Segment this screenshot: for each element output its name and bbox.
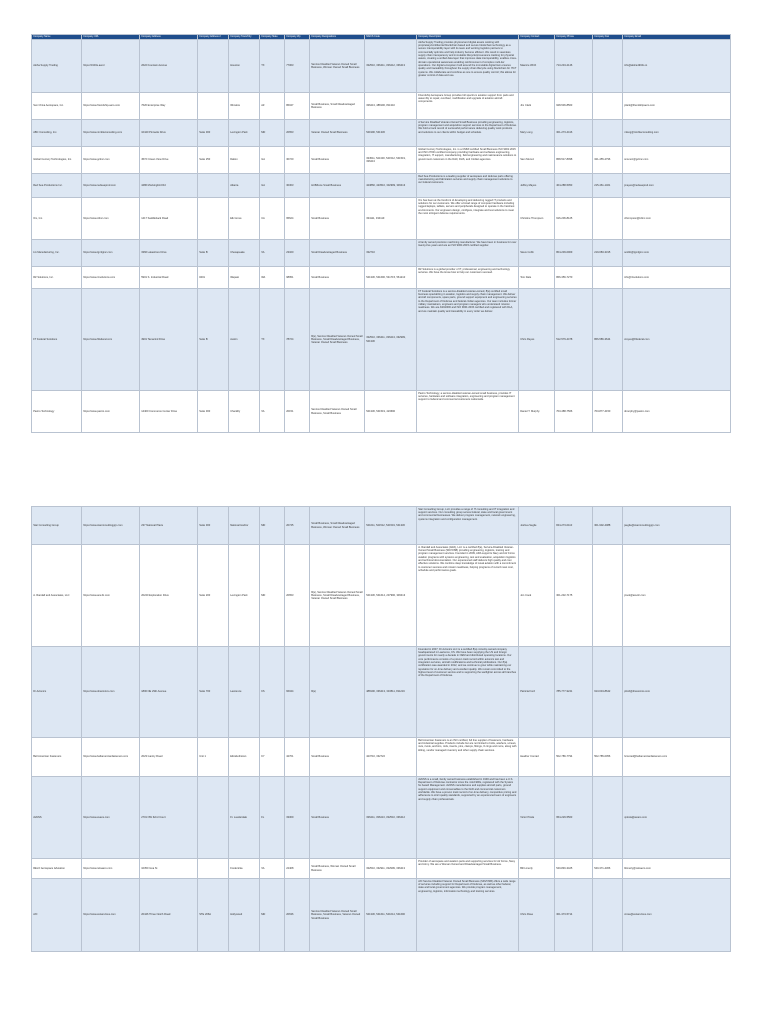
fax-cell: 502-785-0056	[593, 738, 623, 777]
phone-cell: 703-488-7566	[555, 391, 593, 433]
contact-cell: Mary Long	[519, 120, 555, 147]
phone-cell: 866-356-7270	[555, 267, 593, 289]
city-cell: Houston	[229, 40, 260, 93]
company-url-link[interactable]: https://www.redseaprod.com	[82, 174, 140, 198]
city-cell: Lawrence	[229, 647, 260, 738]
naics-cell: 423860, 423510, 332999, 336413	[365, 174, 417, 198]
address-2-cell	[198, 93, 229, 120]
fax-cell	[593, 40, 623, 93]
naics-cell: 541990, 541330	[365, 120, 417, 147]
zip-cell: 20636	[285, 879, 310, 952]
phone-cell: 512-579-4478	[555, 289, 593, 391]
address-cell: 7620 Enterprise Way	[140, 93, 198, 120]
company-name-cell: Sun Chiva Aerospace, Inc.	[32, 93, 82, 120]
city-cell: Dalton	[229, 147, 260, 174]
table-row	[32, 391, 731, 433]
fax-cell: 321-455-2796	[593, 147, 623, 174]
address-2-cell	[198, 777, 229, 859]
city-cell: Wapato	[229, 267, 260, 289]
state-cell: MD	[260, 879, 285, 952]
naics-cell: 541330, 541614, 237990, 336413	[365, 545, 417, 647]
zip-cell: 77063	[285, 40, 310, 93]
phone-cell: 785-777-9241	[555, 647, 593, 738]
state-cell: GA	[260, 147, 285, 174]
column-header[interactable]: Company Town/City	[229, 35, 260, 40]
address-2-cell: STE 206A	[198, 879, 229, 952]
address-cell: 10350 Iona St	[140, 859, 198, 879]
address-2-cell: Suite 250	[198, 147, 229, 174]
description-cell: Bell American Fasteners is an ISO certified, full line supplier of fasteners, hardware and industrial supplies. Products include but are not limited to bolts, washers, screws, nuts, rivets, anchors, rods, inserts, pins, clamps, fittings, O-rings and more, along with kitting, vendor managed inventory and other supply chain services.	[417, 738, 519, 777]
company-url-link[interactable]: https://www.rzsolutions.com	[82, 267, 140, 289]
table-row	[32, 507, 731, 545]
table-row	[32, 859, 731, 879]
contact-cell: Tom Dale	[519, 267, 555, 289]
state-cell: FL	[260, 777, 285, 859]
address-cell: 3366 Lakeshore Drive	[140, 240, 198, 267]
column-header[interactable]: Company Zip	[285, 35, 310, 40]
designations-cell: Service Disabled Veteran Owned Small Business, Small Business, Veteran Owned Small Business	[310, 879, 365, 952]
address-cell: 20240 Exploration Drive	[140, 545, 198, 647]
company-url-link[interactable]: https://www.starconsultinggrp.com	[82, 507, 140, 545]
column-header[interactable]: Company Designations	[310, 35, 365, 40]
designations-cell: Veteran Owned Small Business	[310, 120, 365, 147]
table-row	[32, 120, 731, 147]
zip-cell: 23320	[285, 240, 310, 267]
fax-cell: 913-634-8642	[593, 647, 623, 738]
fax-cell	[593, 545, 623, 647]
company-url-link[interactable]: https://www.nimbleconsulting.com	[82, 120, 140, 147]
email-link[interactable]: mlong@nimbleconsulting.com	[623, 120, 731, 147]
address-cell: 1800 NE 29th Avenue	[140, 647, 198, 738]
table-row	[32, 40, 731, 93]
description-cell: Founded in 2007, Dr Avionics LLC is a certified 8(a) minority-owned company headquartered in Lawrence, KS. We have been supplying the US and foreign governments for nearly a decade in OEM and distributed operating locations. Our core performance consists of a proven track record within avionics test and integration services, aircraft modifications and technical publications. Our 8(a) certification was awarded in 2012, and we continue to grow while maintaining our reputation for on-time delivery and excellent quality. We remain committed to the highest level of customer service and to supporting the warfighter across all branches of the Department of Defense.	[417, 647, 519, 738]
company-url-link[interactable]: https://1904s.aero/	[82, 40, 140, 93]
phone-cell: 301-373-5714	[555, 879, 593, 952]
phone-cell: 954-229-5563	[555, 777, 593, 859]
designations-cell: Service Disabled Veteran Owned Small Business, Small Business	[310, 391, 365, 433]
zip-cell: 42701	[285, 738, 310, 777]
zip-cell: 66044	[285, 647, 310, 738]
fax-cell: 301-902-4088	[593, 507, 623, 545]
address-cell: 10440 Pinnacle Drive	[140, 120, 198, 147]
city-cell: Hollywood	[229, 879, 260, 952]
naics-cell: 336411, 336413, 332510, 336412	[365, 777, 417, 859]
naics-cell: 332710	[365, 240, 417, 267]
contact-cell: Jon Cook	[519, 545, 555, 647]
address-cell: 237 National Plaza	[140, 507, 198, 545]
designations-cell: Service Disabled Veteran Owned Small Business, Woman Owned Small Business	[310, 40, 365, 93]
email-link[interactable]: dmurphy@paxiro.com	[623, 391, 731, 433]
address-cell: 1417 Saddleback Road	[140, 198, 198, 240]
description-cell: Red Sea Productions is a leading supplier of aerospace and defense parts offering manufacturing and fabrication services and supply chain management solutions to our federal customers.	[417, 174, 519, 198]
page-1-rows	[32, 40, 731, 433]
designations-cell: Small Business	[310, 198, 365, 240]
description-cell: AVANS is a small, family owned business established in 1993 and has been a U.S. Department of Defense contractor since the mid-1990s, registered with the System for Award Management. AVANS manufactures and supplies aircraft parts, ground support equipment and consumables to the DoD and commercial customers worldwide. We have a proven track record of on-time delivery, competitive pricing and adherence to strict quality standards, supported by an experienced team of engineers and supply chain professionals.	[417, 777, 519, 859]
address-2-cell: Suite 300	[198, 391, 229, 433]
city-cell: Austin	[229, 289, 260, 391]
naics-cell: 334111, 334119	[365, 198, 417, 240]
designations-cell: 8(a), Service Disabled Veteran Owned Small Business, Small Disadvantaged Business, Veteran Owned Small Business	[310, 545, 365, 647]
table-row	[32, 777, 731, 859]
address-2-cell: Suite B	[198, 240, 229, 267]
company-name-cell: Paxiro Technology	[32, 391, 82, 433]
zip-cell: 22408	[285, 859, 310, 879]
email-link[interactable]: blimerly@reloaero.com	[623, 859, 731, 879]
zip-cell: 33309	[285, 777, 310, 859]
zip-cell: 20151	[285, 391, 310, 433]
description-cell: Provider of aerospace and aviation parts and supporting services for Air Force, Navy and Army. We are a Woman Owned and Disadvantaged Small Business.	[417, 859, 519, 879]
city-cell: Lexington Park	[229, 545, 260, 647]
address-cell: 4572 Ocean View Drive	[140, 147, 198, 174]
company-name-cell: RELO Aerospace &Aviation	[32, 859, 82, 879]
fax-cell: 540-371-4366	[593, 859, 623, 879]
description-cell: Global Century Technologies, Inc. is a CMMI certified Small Business ISO 9001:2015 and ISO 27001 certified company providing hardware and software engineering, integration, IT support, manufacturing, field engineering and maintenance solutions to government customers in the DoD, DHS, and Civilian agencies.	[417, 147, 519, 174]
company-url-link[interactable]: https://www.iclinc.com	[82, 198, 140, 240]
column-header[interactable]: Company URL	[82, 35, 140, 40]
phone-cell: 540-846-3425	[555, 859, 593, 879]
address-2-cell: Suite B	[198, 289, 229, 391]
description-cell: A Service Disabled Veteran-Owned Small Business providing engineering, logistics, program management and acquisition support services to the Department of Defense. We hold a track record of successful performance delivering quality work products and solutions to our clients within budget and schedule.	[417, 120, 519, 147]
email-link[interactable]: pford@dravionics.com	[623, 647, 731, 738]
description-cell: Paxiro Technology, a service-disabled veteran-owned small business, provides IT services, hardware and software integration, engineering and program management support to federal and commercial customers nationwide.	[417, 391, 519, 433]
designations-cell: Small Business	[310, 738, 365, 777]
company-name-cell: Red Sea Productions Inc.	[32, 174, 82, 198]
zip-cell: 30720	[285, 147, 310, 174]
supplier-table-page-2	[31, 506, 731, 952]
phone-cell: 404-288-5053	[555, 174, 593, 198]
state-cell: MD	[260, 120, 285, 147]
table-row	[32, 879, 731, 952]
phone-cell: 502-786-7794	[555, 738, 593, 777]
company-url-link[interactable]: https://www.axiservices.com	[82, 879, 140, 952]
contact-cell: Chris Reyes	[519, 289, 555, 391]
naics-cell: 423710, 332722	[365, 738, 417, 777]
email-link[interactable]: crose@axiservices.com	[623, 879, 731, 952]
phone-cell: 928-536-8563	[555, 93, 593, 120]
table-row	[32, 147, 731, 174]
city-cell: Chesapeake	[229, 240, 260, 267]
address-2-cell	[198, 859, 229, 879]
contact-cell: Steve Cobb	[519, 240, 555, 267]
naics-cell: 541330, 541519, 423690	[365, 391, 417, 433]
email-link[interactable]: jmayes@redseaprod.com	[623, 174, 731, 198]
company-name-cell: A. Randall and Associates, LLC	[32, 545, 82, 647]
contact-cell: Christine Thompson	[519, 198, 555, 240]
address-cell: 2622 Fountain Avenue	[140, 40, 198, 93]
column-header[interactable]: NAICS Code	[365, 35, 417, 40]
contact-cell: Joshua Seglie	[519, 507, 555, 545]
column-header[interactable]: Company Address	[140, 35, 198, 40]
fax-cell	[593, 777, 623, 859]
company-url-link[interactable]: https://www.friendship-aero.com	[82, 93, 140, 120]
column-header[interactable]: Company Contact	[519, 35, 555, 40]
fax-cell	[593, 267, 623, 289]
state-cell: MD	[260, 545, 285, 647]
zip-cell: 86047	[285, 93, 310, 120]
contact-cell: Maurice Wirth	[519, 40, 555, 93]
address-2-cell	[198, 174, 229, 198]
company-name-cell: FT Federal Solutions	[32, 289, 82, 391]
state-cell: CA	[260, 198, 285, 240]
address-2-cell: Suite 300	[198, 120, 229, 147]
contact-cell: Chris Rose	[519, 879, 555, 952]
naics-cell: 541330, 541690, 541715, 561210	[365, 267, 417, 289]
company-url-link[interactable]: https://www.dravionics.com	[82, 647, 140, 738]
company-name-cell: ABC Consulting, Inc.	[32, 120, 82, 147]
supplier-table-page-1	[31, 34, 731, 433]
phone-cell: 844-273-0110	[555, 507, 593, 545]
company-name-cell: Star Consulting Group	[32, 507, 82, 545]
designations-cell: Small Business, Small Disadvantaged Business, Woman Owned Small Business	[310, 507, 365, 545]
company-name-cell: Aloha Supply Trading	[32, 40, 82, 93]
designations-cell: 8(a)	[310, 647, 365, 738]
fax-cell: 219-683-3315	[593, 240, 623, 267]
naics-cell: 541330, 541611, 541614, 541690	[365, 879, 417, 952]
description-cell: RZ Solutions is a global provider of IT, professional, engineering and technology services. We have the know-how to help our customers succeed.	[417, 267, 519, 289]
fax-cell: 703-877-4150	[593, 391, 623, 433]
table-row	[32, 240, 731, 267]
zip-cell: 20653	[285, 120, 310, 147]
table-row	[32, 198, 731, 240]
contact-cell: Daniel T. Murphy	[519, 391, 555, 433]
naics-cell: 332510, 336411, 336412, 336413	[365, 40, 417, 93]
state-cell: TX	[260, 40, 285, 93]
zip-cell: 78724	[285, 289, 310, 391]
naics-cell: 332510, 332911, 332999, 336413	[365, 859, 417, 879]
company-url-link[interactable]: https://www.lgmfginc.com	[82, 240, 140, 267]
state-cell: GA	[260, 174, 285, 198]
page-2-rows	[32, 507, 731, 952]
company-url-link[interactable]: https://www.ftfederal.com	[82, 289, 140, 391]
address-2-cell: Unit 1	[198, 738, 229, 777]
email-link[interactable]: creyes@ftfederal.com	[623, 289, 731, 391]
fax-cell	[593, 120, 623, 147]
description-cell: AXI Service Disabled Veteran Owned Small Business (SDVOSB) offers a wide range of services including support for Department of Defense, as well as other federal, state and local government agencies. We provide program management, engineering, logistics, information technology and training services.	[417, 879, 519, 952]
company-name-cell: Bell American Fasteners	[32, 738, 82, 777]
phone-cell: 804-239-0909	[555, 240, 593, 267]
company-name-cell: ICL, Inc.	[32, 198, 82, 240]
state-cell: VA	[260, 391, 285, 433]
contact-cell: Victor Pirela	[519, 777, 555, 859]
column-header[interactable]: Company State	[260, 35, 285, 40]
zip-cell: 95624	[285, 198, 310, 240]
email-link[interactable]: info@aloha1904s.io	[623, 40, 731, 93]
description-cell: A. Randall and Associates (ARA), LLC is a certified 8(a), Service-Disabled Veteran-Owned Small Business (SDVOSB) providing engineering, logistics, training and program management services. Founded in 2009, ARA supports Navy and Air Force aviation programs with systems engineering, test and evaluation, acquisition logistics and technical documentation. Our experienced staff delivers high quality and cost effective solutions. We combine deep knowledge of naval aviation with a commitment to customer success and mission readiness, helping programs of record meet cost, schedule and performance goals.	[417, 545, 519, 647]
email-link[interactable]: hconrad@bellamericanfasteners.com	[623, 738, 731, 777]
city-cell: Winslow	[229, 93, 260, 120]
email-link[interactable]: cthompson@iclinc.com	[623, 198, 731, 240]
address-cell: 2701 NW 62nd Court	[140, 777, 198, 859]
state-cell: TX	[260, 289, 285, 391]
email-link[interactable]: jcook@ara-llc.com	[623, 545, 731, 647]
table-row	[32, 267, 731, 289]
email-link[interactable]: scobb@lgmfginc.com	[623, 240, 731, 267]
fax-cell: 215-461-1461	[593, 174, 623, 198]
city-cell: Lexington Park	[229, 120, 260, 147]
company-url-link[interactable]: https://www.gctinc.com	[82, 147, 140, 174]
fax-cell	[593, 879, 623, 952]
zip-cell: 30303	[285, 174, 310, 198]
address-2-cell	[198, 40, 229, 93]
state-cell: KS	[260, 647, 285, 738]
phone-cell: 301-273-4416	[555, 120, 593, 147]
fax-cell	[593, 198, 623, 240]
naics-cell: 336413, 488190, 811310	[365, 93, 417, 120]
zip-cell: 20653	[285, 545, 310, 647]
table-row	[32, 738, 731, 777]
company-name-cell: AXI	[32, 879, 82, 952]
address-cell: 14400 Commerce Center Drive	[140, 391, 198, 433]
description-cell: Star Consulting Group, LLC provides a range of IT consulting and IT integration and support services. Our consulting group serves federal, state and local government and commercial businesses. We deliver program management, network engineering, systems integration and configuration management.	[417, 507, 519, 545]
designations-cell: HUBZone Small Business	[310, 174, 365, 198]
table-row	[32, 647, 731, 738]
description-cell: FT Federal Solutions is a service-disabled veteran-owned, 8(a) certified small business specializing in aviation, logistics and supply chain management. We deliver aircraft components, spare parts, ground support equipment and engineering services to the Department of Defense and federal civilian agencies. Our team includes former military maintainers, engineers and program managers who understand mission readiness. We are AS9100D and ISO 9001:2015 certified and registered with DLA, and we maintain quality and traceability in every order we deliver.	[417, 289, 519, 391]
address-2-cell: Suite 300	[198, 507, 229, 545]
address-2-cell: Suite 700	[198, 647, 229, 738]
city-cell: Ft. Lauderdale	[229, 777, 260, 859]
column-header[interactable]: Company Description	[417, 35, 519, 40]
address-2-cell: Suite 200	[198, 545, 229, 647]
state-cell: VA	[260, 240, 285, 267]
zip-cell: 98951	[285, 267, 310, 289]
contact-cell: Jeffrey Mayes	[519, 174, 555, 198]
state-cell: VA	[260, 859, 285, 879]
city-cell: Atlanta	[229, 174, 260, 198]
naics-cell: 488190, 336413, 334511, 811219	[365, 647, 417, 738]
state-cell: MD	[260, 507, 285, 545]
city-cell: Elk Grove	[229, 198, 260, 240]
designations-cell: Small Business	[310, 777, 365, 859]
description-cell: A family owned precision machining manufacturer. We have been in business for over twenty-five years and are an ISO 9001:2015 certified supplier.	[417, 240, 519, 267]
company-url-link[interactable]: https://www.paxiro.com	[82, 391, 140, 433]
address-2-cell: #401	[198, 267, 229, 289]
description-cell: Friendship Aerospace Group provides full spectrum aviation support from parts and assembly to repair, overhaul, modification and upgrade of aviation aircraft components.	[417, 93, 519, 120]
table-row	[32, 93, 731, 120]
phone-cell: 916-206-8125	[555, 198, 593, 240]
city-cell: Chantilly	[229, 391, 260, 433]
company-url-link[interactable]: https://www.ara-llc.com	[82, 545, 140, 647]
contact-cell: Sam Munoz	[519, 147, 555, 174]
fax-cell	[593, 93, 623, 120]
naics-cell: 332510, 336411, 336413, 332999, 541330	[365, 289, 417, 391]
fax-cell: 866-586-3644	[593, 289, 623, 391]
designations-cell: Small Business, Small Disadvantaged Business	[310, 93, 365, 120]
column-header[interactable]: Company Name	[32, 35, 82, 40]
table-row	[32, 289, 731, 391]
city-cell: Fredericka	[229, 859, 260, 879]
state-cell: KY	[260, 738, 285, 777]
description-cell: ICL has been at the forefront of developing and delivering rugged IT products and solutions for our customers. We offer a broad range of computer hardware including rugged laptops, tablets, servers and peripherals designed to operate in the harshest environments. Our engineers design, configure, integrate and test solutions to meet the most stringent defense requirements.	[417, 198, 519, 240]
column-header[interactable]: Company Fax	[593, 35, 623, 40]
designations-cell: Small Business	[310, 147, 365, 174]
designations-cell: Small Business, Woman Owned Small Business	[310, 859, 365, 879]
company-name-cell: Dr Avionics	[32, 647, 82, 738]
address-cell: 5901 S. Industrial Road	[140, 267, 198, 289]
city-cell: National Harbor	[229, 507, 260, 545]
table-row	[32, 545, 731, 647]
phone-cell: 868-517-8098	[555, 147, 593, 174]
email-link[interactable]: vpirela@avans.com	[623, 777, 731, 859]
column-header[interactable]: Company Phone	[555, 35, 593, 40]
designations-cell: Small Business	[310, 267, 365, 289]
address-cell: 20446 Three Notch Road	[140, 879, 198, 952]
zip-cell: 20745	[285, 507, 310, 545]
contact-cell: Jim Clark	[519, 93, 555, 120]
contact-cell: Patricia Ford	[519, 647, 555, 738]
phone-cell: 713-234-2146	[555, 40, 593, 93]
company-url-link[interactable]: https://www.reloaero.com	[82, 859, 140, 879]
phone-cell: 301-232-7175	[555, 545, 593, 647]
company-url-link[interactable]: https://www.avans.com	[82, 777, 140, 859]
designations-cell: Small Disadvantaged Business	[310, 240, 365, 267]
company-name-cell: AVANS	[32, 777, 82, 859]
description-cell: Aloha Supply Trading provides physical and digital assets working with proprietary/confidential blockchain based and secure blockchain technology as a secure interoperability layer with its team and working logistics partners to commercially optimize and help industry become efficient. We result in seamless supply chain transparency and immutable lifecycle/provenance tracking for physical assets, creating a unified data layer that improves data interoperability, enables cross-domain operational awareness enabling reinforcement of complex multi-tier operations. Our digital ecosystem built around the immutable digital twin ensures quality and traceability throughout the supply chain lifecycle using blockchain for ITCT systems. We collaborate and combine as one to ensure quality control; this allows for greater control of data and use.	[417, 40, 519, 93]
designations-cell: 8(a), Service Disabled Veteran Owned Small Business, Small Disadvantaged Business, Veteran Owned Small Business	[310, 289, 365, 391]
column-header[interactable]: Company Email	[623, 35, 731, 40]
company-url-link[interactable]: https://www.bellamericanfasteners.com	[82, 738, 140, 777]
address-cell: 2023 Gantry Road	[140, 738, 198, 777]
company-name-cell: RZ Solutions, Inc.	[32, 267, 82, 289]
contact-cell: Heather Conrad	[519, 738, 555, 777]
contact-cell: Bill Limerly	[519, 859, 555, 879]
email-link[interactable]: jclark@friendshipaero.com	[623, 93, 731, 120]
company-name-cell: LG Manufacturing, Inc.	[32, 240, 82, 267]
email-link[interactable]: info@rzsolutions.com	[623, 267, 731, 289]
state-cell: WA	[260, 267, 285, 289]
company-name-cell: Global Century Technologies, Inc.	[32, 147, 82, 174]
naics-cell: 334511, 541330, 541512, 541519, 336413	[365, 147, 417, 174]
email-link[interactable]: jseglie@starconsultinggrp.com	[623, 507, 731, 545]
address-cell: 4486 Mockingbird Rd	[140, 174, 198, 198]
naics-cell: 541611, 541512, 541519, 541330	[365, 507, 417, 545]
city-cell: Elizabethtown	[229, 738, 260, 777]
column-header[interactable]: Company Address 2	[198, 35, 229, 40]
address-2-cell	[198, 198, 229, 240]
state-cell: AZ	[260, 93, 285, 120]
email-link[interactable]: smunoz@gctinc.com	[623, 147, 731, 174]
address-cell: 4901 Tamarind Drive	[140, 289, 198, 391]
table-row	[32, 174, 731, 198]
